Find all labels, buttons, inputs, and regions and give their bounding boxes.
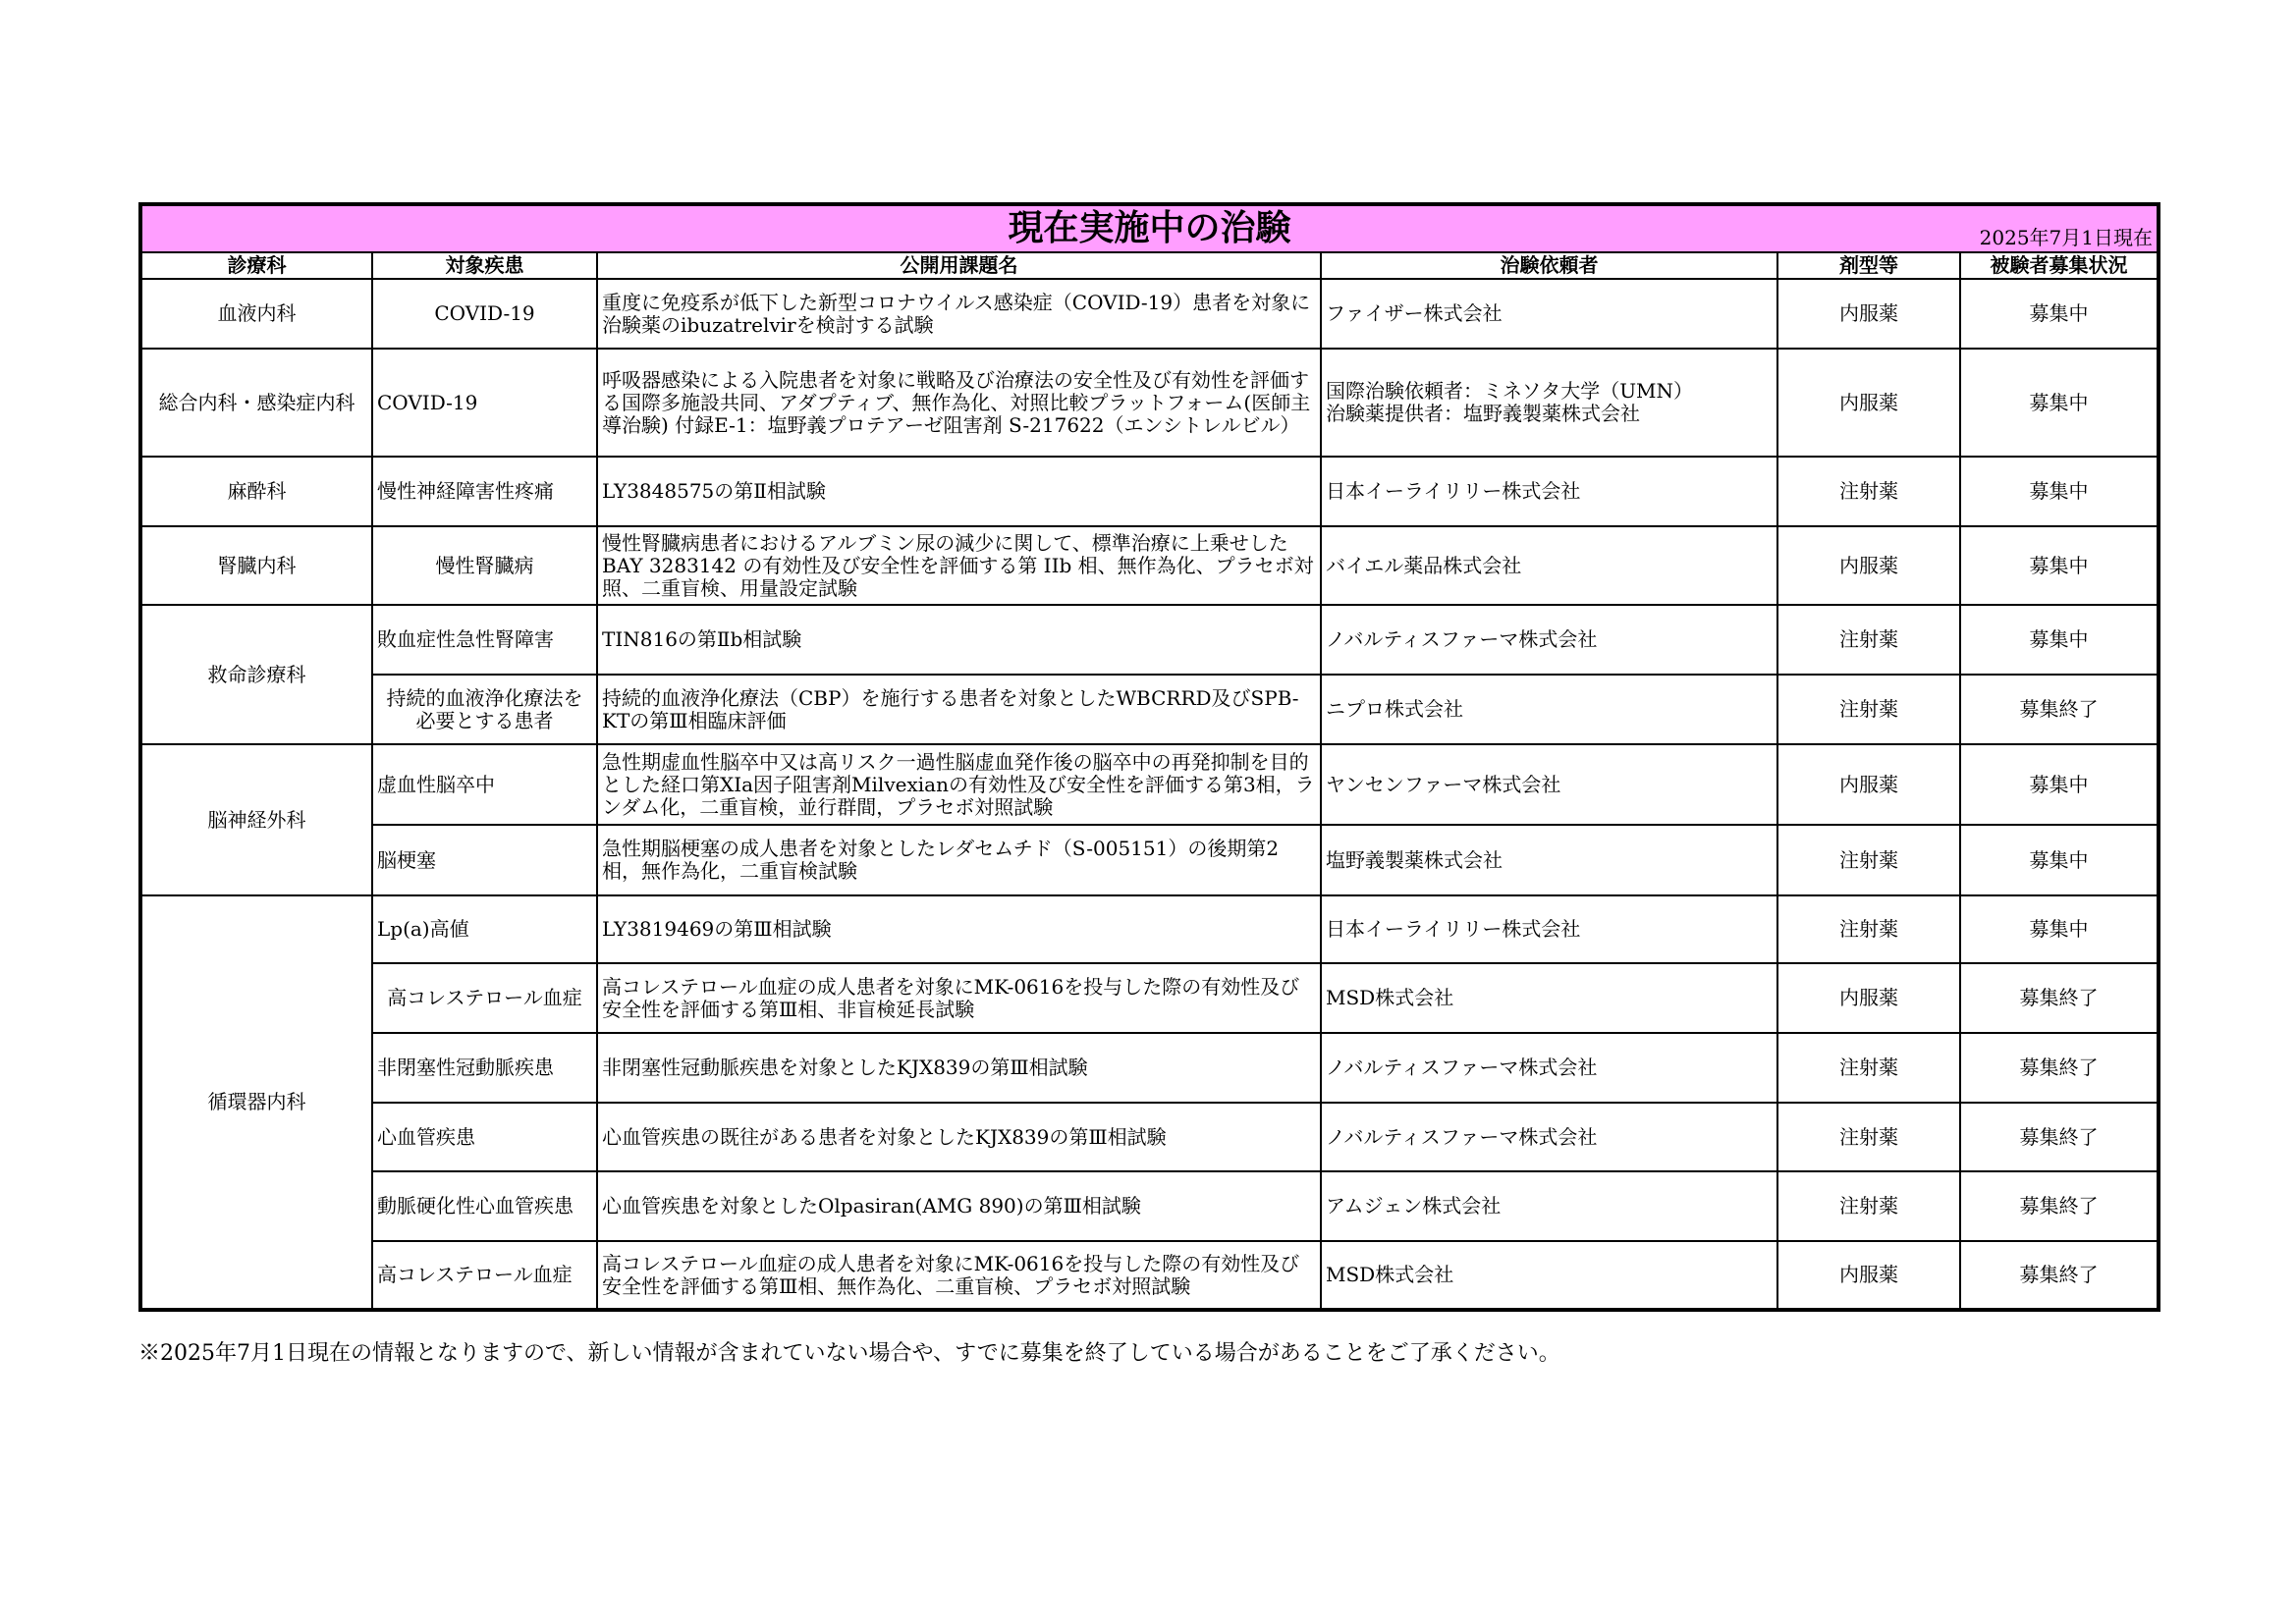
disease-cell: 慢性神経障害性疼痛: [372, 457, 597, 526]
table-row: [140, 605, 2159, 675]
table-row: [140, 526, 2159, 605]
sponsor-cell: MSD株式会社: [1321, 963, 1777, 1033]
dept-cell: 腎臓内科: [140, 526, 372, 605]
disease-cell: 脳梗塞: [372, 825, 597, 895]
trial-title-cell: 心血管疾患を対象としたOlpasiran(AMG 890)の第Ⅲ相試験: [597, 1171, 1321, 1241]
dosage-form-cell: 注射薬: [1777, 457, 1960, 526]
recruitment-status-cell: 募集中: [1960, 825, 2159, 895]
sponsor-cell: ニプロ株式会社: [1321, 675, 1777, 744]
disease-cell: 虚血性脳卒中: [372, 744, 597, 825]
table-row: [140, 825, 2159, 895]
trial-title-cell: 急性期脳梗塞の成人患者を対象としたレダセムチド（S-005151）の後期第2相，無作為化，二重盲検試験: [597, 825, 1321, 895]
as-of-date: 2025年7月1日現在: [1979, 226, 2154, 249]
dept-cell: 救命診療科: [140, 605, 372, 744]
disease-cell: 非閉塞性冠動脈疾患: [372, 1033, 597, 1103]
table-row: [140, 1103, 2159, 1171]
disease-cell: COVID-19: [372, 349, 597, 457]
dosage-form-cell: 注射薬: [1777, 675, 1960, 744]
table-row: [140, 279, 2159, 349]
column-header-sponsor: 治験依頼者: [1321, 252, 1777, 279]
table-row: [140, 457, 2159, 526]
trial-title-cell: 慢性腎臓病患者におけるアルブミン尿の減少に関して、標準治療に上乗せした BAY 3283142 の有効性及び安全性を評価する第 IIb 相、無作為化、プラセボ対照、二重盲検、用量設定試験: [597, 526, 1321, 605]
trial-title-cell: 高コレステロール血症の成人患者を対象にMK-0616を投与した際の有効性及び安全性を評価する第Ⅲ相、非盲検延長試験: [597, 963, 1321, 1033]
column-header-disease: 対象疾患: [372, 252, 597, 279]
recruitment-status-cell: 募集中: [1960, 457, 2159, 526]
recruitment-status-cell: 募集中: [1960, 526, 2159, 605]
recruitment-status-cell: 募集終了: [1960, 1241, 2159, 1310]
trial-title-cell: 重度に免疫系が低下した新型コロナウイルス感染症（COVID-19）患者を対象に治験薬のibuzatrelvirを検討する試験: [597, 279, 1321, 349]
dept-cell: 血液内科: [140, 279, 372, 349]
dosage-form-cell: 内服薬: [1777, 1241, 1960, 1310]
table-row: [140, 1171, 2159, 1241]
dosage-form-cell: 注射薬: [1777, 1103, 1960, 1171]
dosage-form-cell: 注射薬: [1777, 1171, 1960, 1241]
dept-cell: 循環器内科: [140, 895, 372, 1310]
disease-cell: 高コレステロール血症: [372, 1241, 597, 1310]
disease-cell: 敗血症性急性腎障害: [372, 605, 597, 675]
recruitment-status-cell: 募集中: [1960, 279, 2159, 349]
dosage-form-cell: 内服薬: [1777, 279, 1960, 349]
table-row: [140, 1241, 2159, 1310]
disease-cell: 高コレステロール血症: [372, 963, 597, 1033]
table-row: [140, 349, 2159, 457]
dosage-form-cell: 内服薬: [1777, 744, 1960, 825]
recruitment-status-cell: 募集終了: [1960, 1103, 2159, 1171]
recruitment-status-cell: 募集終了: [1960, 1171, 2159, 1241]
trial-title-cell: 心血管疾患の既往がある患者を対象としたKJX839の第Ⅲ相試験: [597, 1103, 1321, 1171]
table-row: [140, 963, 2159, 1033]
trial-title-cell: 非閉塞性冠動脈疾患を対象としたKJX839の第Ⅲ相試験: [597, 1033, 1321, 1103]
clinical-trials-table: [138, 202, 2160, 1312]
disease-cell: COVID-19: [372, 279, 597, 349]
sponsor-cell: ノバルティスファーマ株式会社: [1321, 1103, 1777, 1171]
dept-cell: 脳神経外科: [140, 744, 372, 895]
trial-title-cell: 呼吸器感染による入院患者を対象に戦略及び治療法の安全性及び有効性を評価する国際多施設共同、アダプティブ、無作為化、対照比較プラットフォーム(医師主導治験) 付録E-1：塩野義プロテアーゼ阻害剤 S-217622（エンシトレルビル）: [597, 349, 1321, 457]
page-title: 現在実施中の治験: [1008, 208, 1291, 248]
sponsor-cell: アムジェン株式会社: [1321, 1171, 1777, 1241]
sponsor-cell: ヤンセンファーマ株式会社: [1321, 744, 1777, 825]
trial-title-cell: LY3819469の第Ⅲ相試験: [597, 895, 1321, 963]
sponsor-cell: MSD株式会社: [1321, 1241, 1777, 1310]
disease-cell: 心血管疾患: [372, 1103, 597, 1171]
dosage-form-cell: 注射薬: [1777, 825, 1960, 895]
dept-cell: 総合内科・感染症内科: [140, 349, 372, 457]
dosage-form-cell: 内服薬: [1777, 349, 1960, 457]
table-row: [140, 675, 2159, 744]
dept-cell: 麻酔科: [140, 457, 372, 526]
table-row: [140, 744, 2159, 825]
dosage-form-cell: 内服薬: [1777, 526, 1960, 605]
disease-cell: 持続的血液浄化療法を必要とする患者: [372, 675, 597, 744]
sponsor-cell: 塩野義製薬株式会社: [1321, 825, 1777, 895]
sponsor-cell: ノバルティスファーマ株式会社: [1321, 1033, 1777, 1103]
document: [138, 202, 2157, 1312]
table-row: [140, 1033, 2159, 1103]
trial-title-cell: TIN816の第Ⅱb相試験: [597, 605, 1321, 675]
sponsor-cell: バイエル薬品株式会社: [1321, 526, 1777, 605]
dosage-form-cell: 注射薬: [1777, 895, 1960, 963]
recruitment-status-cell: 募集中: [1960, 895, 2159, 963]
sponsor-cell: 日本イーライリリー株式会社: [1321, 457, 1777, 526]
recruitment-status-cell: 募集終了: [1960, 675, 2159, 744]
column-header-form: 剤型等: [1777, 252, 1960, 279]
sponsor-cell: ノバルティスファーマ株式会社: [1321, 605, 1777, 675]
footnote: ※2025年7月1日現在の情報となりますので、新しい情報が含まれていない場合や、すでに募集を終了している場合があることをご了承ください。: [138, 1341, 1560, 1366]
column-header-dept: 診療科: [140, 252, 372, 279]
sponsor-cell: ファイザー株式会社: [1321, 279, 1777, 349]
recruitment-status-cell: 募集中: [1960, 744, 2159, 825]
title-bar: [140, 204, 2159, 252]
recruitment-status-cell: 募集終了: [1960, 1033, 2159, 1103]
sponsor-cell: 日本イーライリリー株式会社: [1321, 895, 1777, 963]
trial-title-cell: 持続的血液浄化療法（CBP）を施行する患者を対象としたWBCRRD及びSPB-KTの第Ⅲ相臨床評価: [597, 675, 1321, 744]
trial-title-cell: 高コレステロール血症の成人患者を対象にMK-0616を投与した際の有効性及び安全性を評価する第Ⅲ相、無作為化、二重盲検、プラセボ対照試験: [597, 1241, 1321, 1310]
disease-cell: 慢性腎臓病: [372, 526, 597, 605]
dosage-form-cell: 内服薬: [1777, 963, 1960, 1033]
disease-cell: 動脈硬化性心血管疾患: [372, 1171, 597, 1241]
dosage-form-cell: 注射薬: [1777, 1033, 1960, 1103]
sponsor-cell: 国際治験依頼者：ミネソタ大学（UMN） 治験薬提供者：塩野義製薬株式会社: [1321, 349, 1777, 457]
recruitment-status-cell: 募集中: [1960, 605, 2159, 675]
column-header-title: 公開用課題名: [597, 252, 1321, 279]
column-header-status: 被験者募集状況: [1960, 252, 2159, 279]
disease-cell: Lp(a)高値: [372, 895, 597, 963]
dosage-form-cell: 注射薬: [1777, 605, 1960, 675]
table-header-row: [140, 252, 2159, 279]
table-row: [140, 895, 2159, 963]
trial-title-cell: 急性期虚血性脳卒中又は高リスク一過性脳虚血発作後の脳卒中の再発抑制を目的とした経口第XIa因子阻害剤Milvexianの有効性及び安全性を評価する第3相，ランダム化，二重盲検，並行群間，プラセボ対照試験: [597, 744, 1321, 825]
recruitment-status-cell: 募集中: [1960, 349, 2159, 457]
trial-title-cell: LY3848575の第Ⅱ相試験: [597, 457, 1321, 526]
recruitment-status-cell: 募集終了: [1960, 963, 2159, 1033]
